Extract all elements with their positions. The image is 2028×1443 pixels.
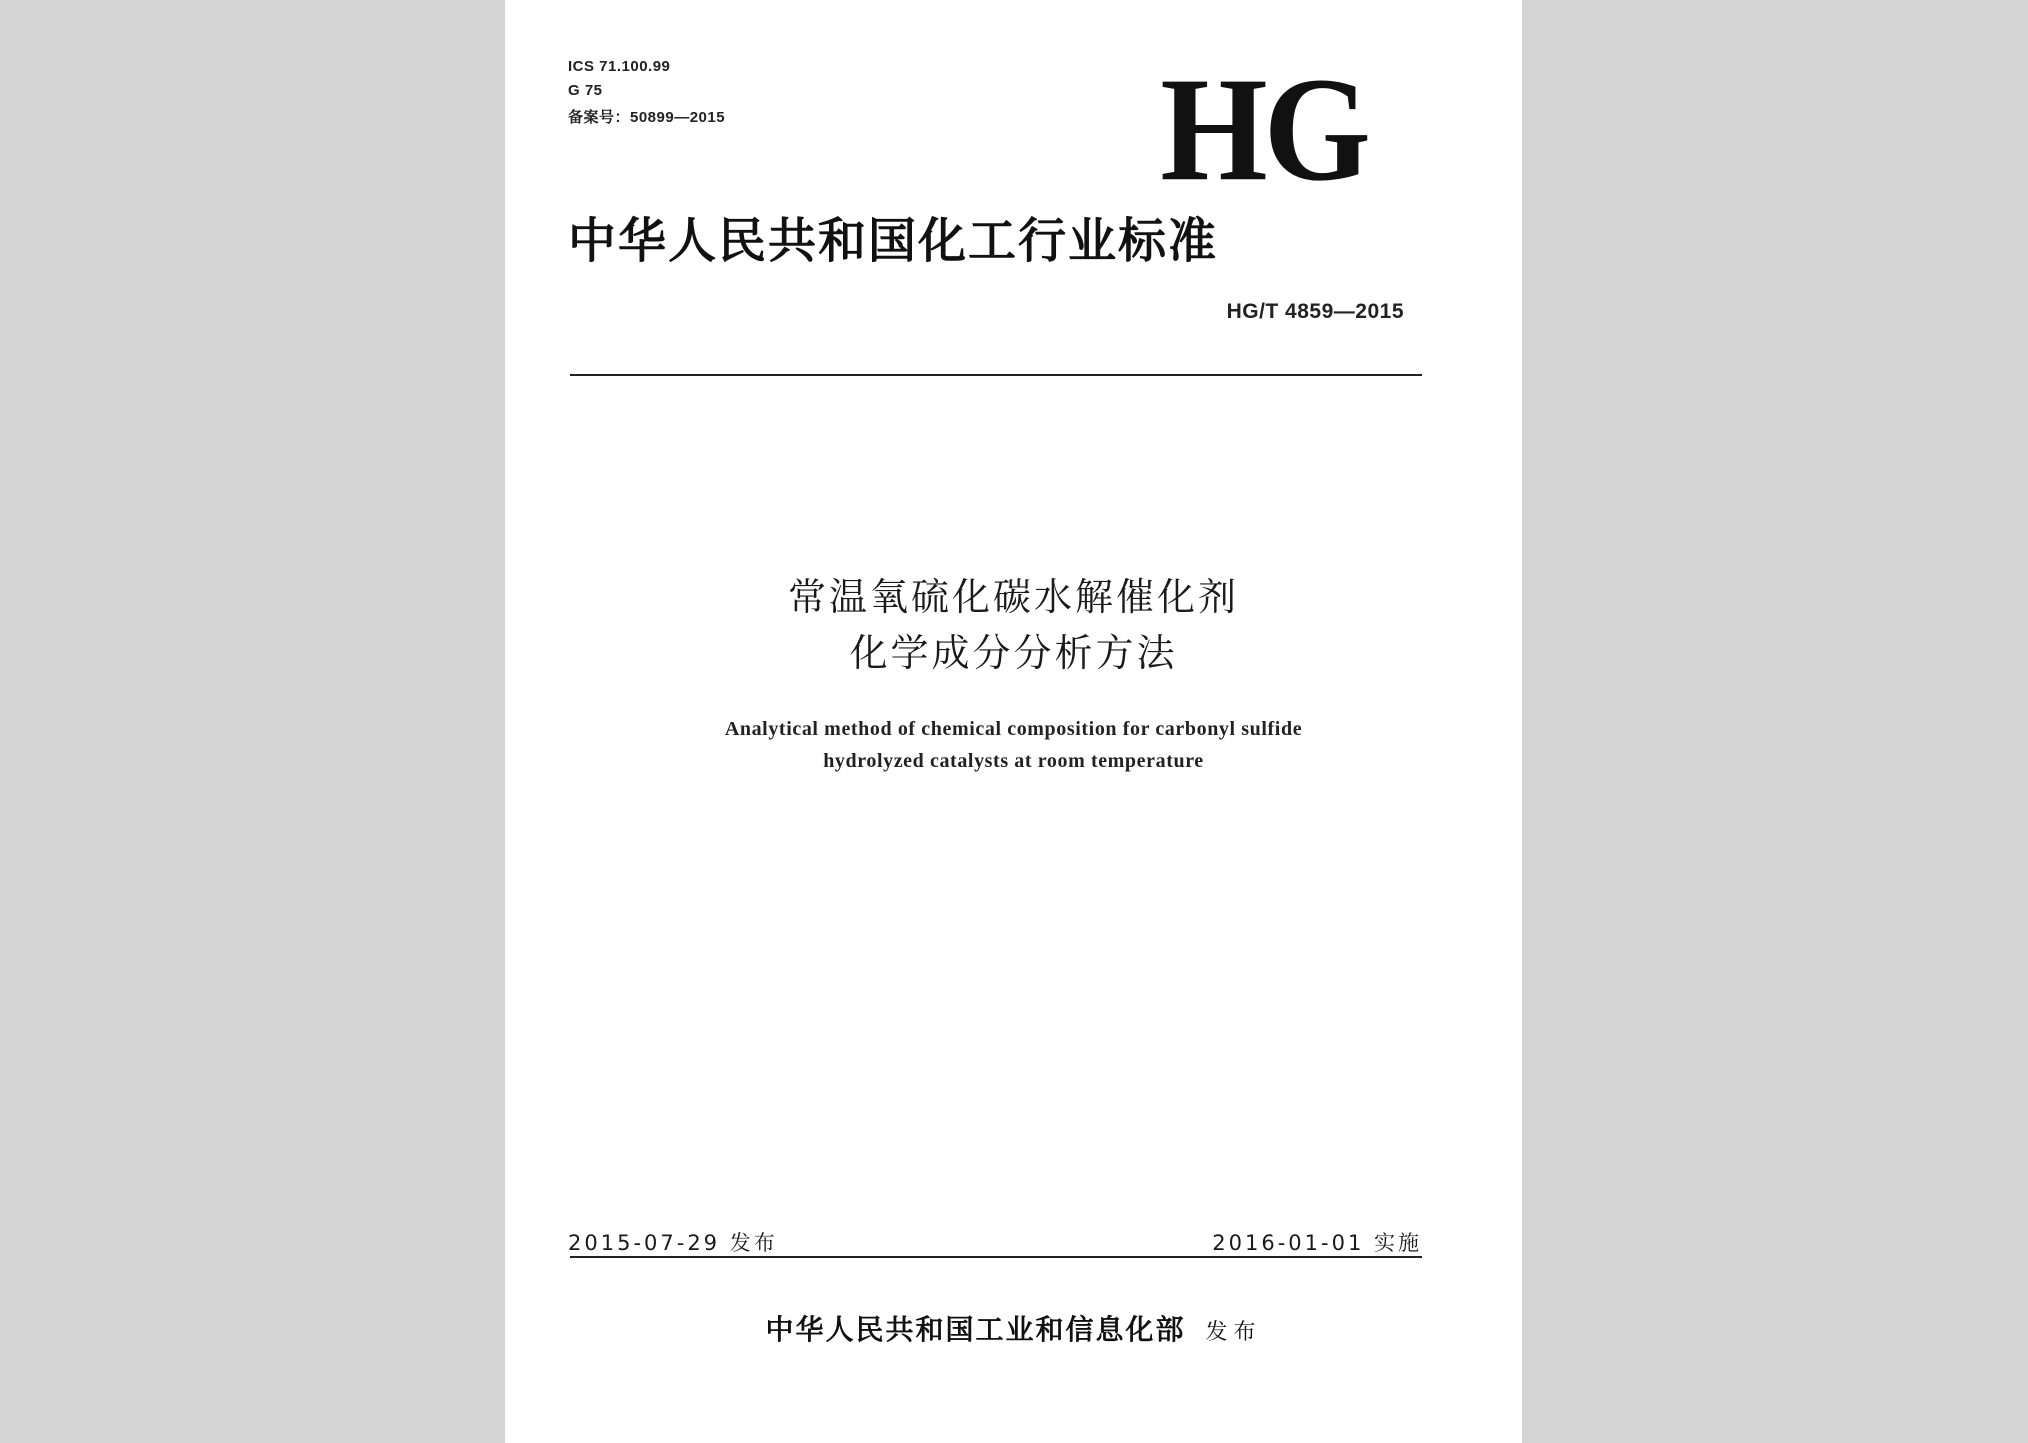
issuer-line — [505, 1308, 1522, 1348]
ics-code: ICS 71.100.99 — [568, 58, 671, 75]
industry-standard-title: 中华人民共和国化工行业标准 — [568, 213, 1219, 269]
classification-code: G 75 — [568, 82, 603, 99]
document-page — [505, 0, 1522, 1443]
chinese-title-line-1: 常温氧硫化碳水解催化剂 — [787, 575, 1239, 619]
record-number: 备案号：50899—2015 — [568, 109, 726, 126]
english-title-line-2: hydrolyzed catalysts at room temperature — [823, 750, 1204, 772]
hg-logo: HG — [1160, 46, 1367, 212]
bottom-divider — [570, 1256, 1422, 1258]
top-divider — [570, 374, 1422, 376]
standard-number: HG/T 4859—2015 — [1226, 300, 1404, 323]
issue-date: 2015-07-29 发布 — [568, 1231, 778, 1255]
issuer-name: 中华人民共和国工业和信息化部 — [765, 1313, 1186, 1346]
issuer-suffix: 发布 — [1205, 1320, 1262, 1345]
english-title-line-1: Analytical method of chemical composition for carbonyl sulfide — [724, 718, 1303, 740]
chinese-title-line-2: 化学成分分析方法 — [849, 631, 1178, 675]
implementation-date: 2016-01-01 实施 — [1212, 1231, 1422, 1255]
